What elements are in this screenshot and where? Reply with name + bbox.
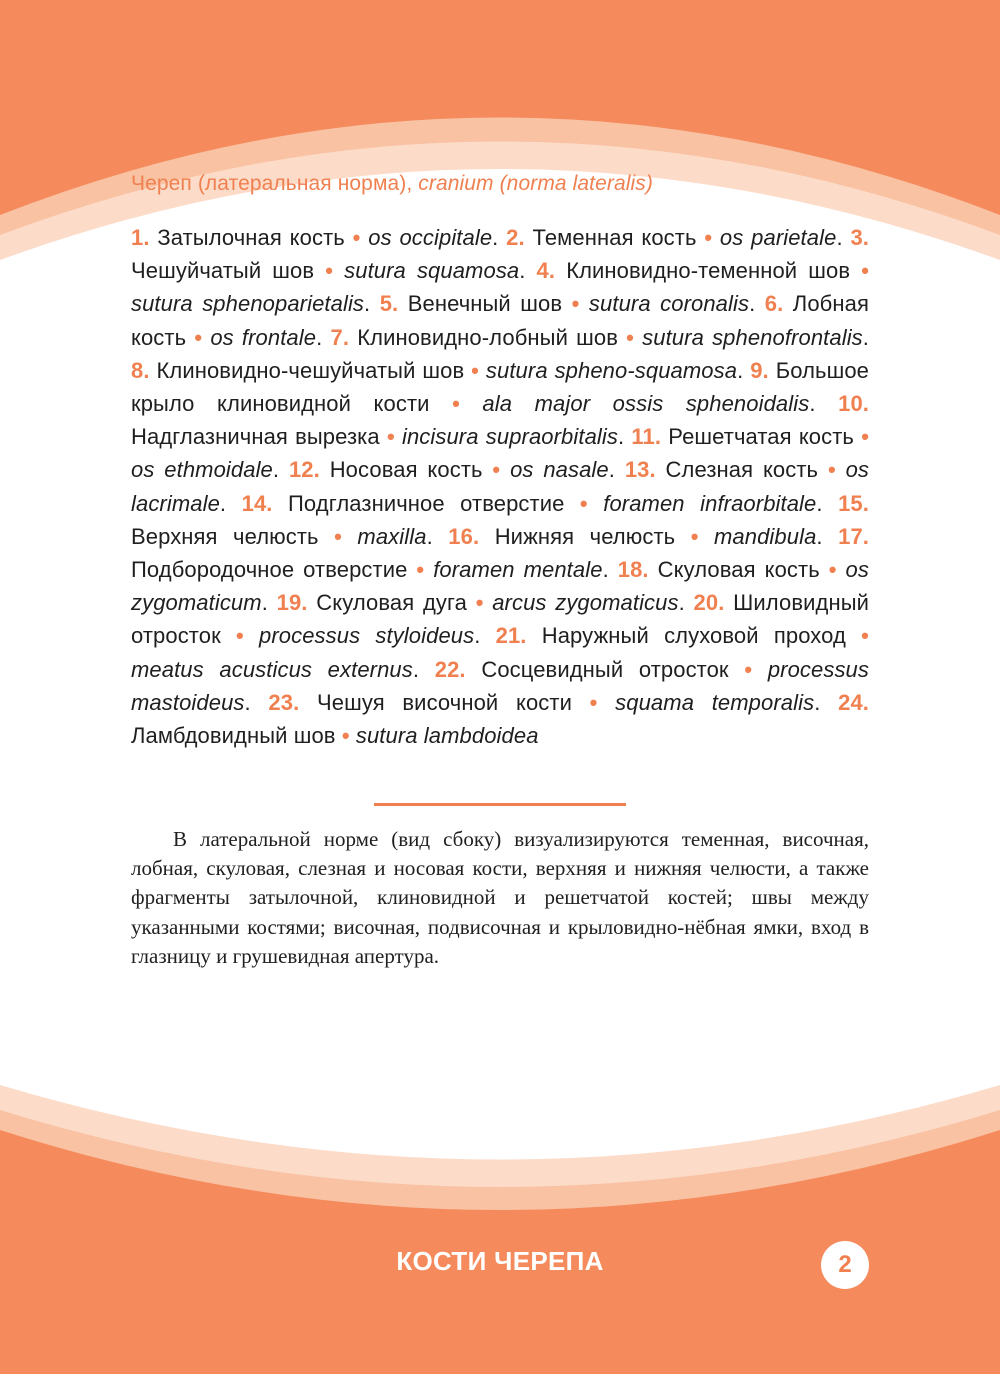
term-item: 4. Клиновидно-теменной шов • sutura sphenoparietalis. xyxy=(131,258,870,317)
term-number: 17. xyxy=(838,523,870,549)
term-latin: os nasale xyxy=(510,457,609,483)
term-russian: Подбородочное отверстие xyxy=(131,557,408,583)
term-bullet: • xyxy=(861,258,870,284)
term-bullet: • xyxy=(704,225,713,250)
term-number: 16. xyxy=(448,523,480,549)
term-russian: Нижняя челюсть xyxy=(494,523,676,549)
term-number: 3. xyxy=(850,225,869,250)
term-latin: incisura supraorbitalis xyxy=(401,424,618,450)
term-russian: Ламбдовидный шов xyxy=(131,723,336,749)
term-bullet: • xyxy=(334,523,342,549)
term-latin: ala major ossis sphenoidalis xyxy=(482,391,810,417)
term-number: 23. xyxy=(268,689,300,715)
term-number: 8. xyxy=(131,357,150,383)
term-bullet: • xyxy=(341,723,350,749)
term-russian: Наружный слуховой проход xyxy=(541,623,846,649)
term-russian: Клиновидно-теменной шов xyxy=(566,258,851,284)
section-divider xyxy=(374,803,626,806)
term-item: 12. Носовая кость • os nasale. xyxy=(288,457,625,483)
term-latin: os zygomaticum xyxy=(131,557,869,616)
term-bullet: • xyxy=(744,656,753,682)
term-latin: sutura squamosa xyxy=(344,258,520,284)
term-item: 23. Чешуя височной кости • squama temporalis. xyxy=(268,689,839,715)
term-latin: sutura sphenoparietalis xyxy=(131,291,365,317)
term-number: 15. xyxy=(838,490,869,516)
term-bullet: • xyxy=(416,557,425,583)
term-bullet: • xyxy=(861,424,869,450)
term-number: 5. xyxy=(379,291,399,317)
term-latin: foramen infraorbitale xyxy=(603,490,817,516)
term-number: 9. xyxy=(750,357,769,383)
term-bullet: • xyxy=(589,689,598,715)
term-russian: Венечный шов xyxy=(407,291,563,317)
term-number: 1. xyxy=(131,225,150,250)
term-item: 8. Клиновидно-чешуйчатый шов • sutura spheno-squamosa. xyxy=(131,357,751,383)
term-number: 7. xyxy=(330,324,350,350)
term-russian: Чешуйчатый шов xyxy=(131,258,315,284)
term-number: 4. xyxy=(536,258,556,284)
term-russian: Чешуя височной кости xyxy=(317,689,572,715)
term-item: 5. Венечный шов • sutura coronalis. xyxy=(379,291,765,317)
term-number: 22. xyxy=(434,656,466,682)
term-russian: Сосцевидный отросток xyxy=(481,656,729,682)
term-item: 14. Подглазничное отверстие • foramen infraorbitale. xyxy=(241,490,839,516)
term-russian: Подглазничное отверстие xyxy=(288,490,565,516)
term-item: 11. Решетчатая кость • os ethmoidale. xyxy=(131,424,869,483)
term-item: 21. Наружный слуховой проход • meatus acusticus externus. xyxy=(131,623,869,682)
page-number-badge xyxy=(821,1241,869,1289)
term-latin: squama temporalis xyxy=(615,689,815,715)
term-item: 22. Сосцевидный отросток • processus mastoideus. xyxy=(131,656,869,715)
term-bullet: • xyxy=(236,623,244,649)
term-number: 6. xyxy=(764,291,784,317)
term-latin: os parietale xyxy=(719,225,837,250)
term-latin: os frontale xyxy=(210,324,317,350)
term-latin: processus styloideus xyxy=(259,623,475,649)
term-item: 20. Шиловидный отросток • processus styloideus. xyxy=(131,590,869,649)
term-russian: Надглазничная вырезка xyxy=(131,424,380,450)
term-bullet: • xyxy=(452,391,460,417)
term-bullet: • xyxy=(475,590,484,616)
term-number: 13. xyxy=(624,457,656,483)
term-bullet: • xyxy=(194,324,203,350)
term-bullet: • xyxy=(571,291,580,317)
term-latin: foramen mentale xyxy=(433,557,603,583)
term-number: 14. xyxy=(241,490,273,516)
term-item: 3. Чешуйчатый шов • sutura squamosa. xyxy=(131,225,869,284)
term-item: 16. Нижняя челюсть • mandibula. xyxy=(448,523,839,549)
term-item: 13. Слезная кость • os lacrimale. xyxy=(131,457,870,516)
term-latin: mandibula xyxy=(714,523,817,549)
term-latin: sutura coronalis xyxy=(588,291,750,317)
term-item: 19. Скуловая дуга • arcus zygomaticus. xyxy=(276,590,694,616)
term-latin: sutura lambdoidea xyxy=(355,723,539,749)
term-number: 2. xyxy=(506,225,525,250)
term-latin: maxilla xyxy=(357,523,427,549)
term-russian: Решетчатая кость xyxy=(668,424,854,450)
term-number: 18. xyxy=(617,557,649,583)
term-russian: Клиновидно-лобный шов xyxy=(357,324,618,350)
term-item: 7. Клиновидно-лобный шов • sutura sphenofrontalis. xyxy=(330,324,869,350)
term-item: 15. Верхняя челюсть • maxilla. xyxy=(131,490,869,549)
term-russian: Затылочная кость xyxy=(157,225,345,250)
term-russian: Большое крыло клиновидной кости xyxy=(131,357,870,417)
term-item: 10. Надглазничная вырезка • incisura supraorbitalis. xyxy=(131,391,869,450)
term-item: 6. Лобная кость • os frontale. xyxy=(131,291,869,350)
terms-list xyxy=(131,221,869,752)
term-bullet: • xyxy=(626,324,634,350)
description-paragraph: В латеральной норме (вид сбоку) визуализируются теменная, височная, лобная, скуловая, слезная и носовая кости, верхняя и нижняя челюсти, а также фрагменты затылочной, клиновидной и решетчатой костей; швы между указанными костями; височная, подвисочная и крыловидно-нёбная ямки, вход в глазницу и грушевидная апертура. xyxy=(131,827,869,968)
term-number: 21. xyxy=(495,623,527,649)
term-latin: arcus zygomaticus xyxy=(492,590,679,616)
term-number: 11. xyxy=(631,424,662,450)
term-latin: sutura spheno-squamosa xyxy=(485,357,738,383)
term-russian: Скуловая кость xyxy=(657,557,820,583)
title-russian: Череп (латеральная норма), xyxy=(131,172,413,195)
term-bullet: • xyxy=(325,258,334,284)
term-number: 10. xyxy=(838,391,869,417)
term-latin: os lacrimale xyxy=(131,457,870,516)
term-latin: processus mastoideus xyxy=(131,656,869,715)
term-bullet: • xyxy=(828,557,837,583)
page-title xyxy=(131,172,871,196)
term-russian: Слезная кость xyxy=(665,457,819,483)
term-item: 2. Теменная кость • os parietale. xyxy=(506,225,851,250)
term-bullet: • xyxy=(579,490,588,516)
term-item: 9. Большое крыло клиновидной кости • ala major ossis sphenoidalis. xyxy=(131,357,870,417)
term-item: 1. Затылочная кость • os occipitale. xyxy=(131,225,507,250)
term-russian: Клиновидно-чешуйчатый шов xyxy=(156,357,465,383)
term-russian: Лобная кость xyxy=(131,291,869,350)
term-russian: Теменная кость xyxy=(532,225,697,250)
term-number: 24. xyxy=(838,689,869,715)
term-russian: Скуловая дуга xyxy=(316,590,467,616)
term-bullet: • xyxy=(386,424,395,450)
term-number: 12. xyxy=(288,457,320,483)
term-number: 19. xyxy=(276,590,308,616)
term-bullet: • xyxy=(492,457,501,483)
term-russian: Носовая кость xyxy=(329,457,483,483)
term-bullet: • xyxy=(690,523,699,549)
term-number: 20. xyxy=(693,590,725,616)
term-bullet: • xyxy=(827,457,836,483)
page-number: 2 xyxy=(838,1251,852,1278)
term-bullet: • xyxy=(352,225,361,250)
title-latin: cranium (norma lateralis) xyxy=(418,172,653,195)
footer-section-title: КОСТИ ЧЕРЕПА xyxy=(396,1246,604,1276)
term-latin: sutura sphenofrontalis xyxy=(642,324,863,350)
term-russian: Верхняя челюсть xyxy=(131,523,319,549)
term-latin: os ethmoidale xyxy=(131,457,273,483)
term-item: 17. Подбородочное отверстие • foramen mentale. xyxy=(131,523,870,583)
term-bullet: • xyxy=(861,623,869,649)
term-russian: Шиловидный отросток xyxy=(131,590,869,649)
term-bullet: • xyxy=(471,357,479,383)
term-latin: os occipitale xyxy=(368,225,493,250)
term-latin: meatus acusticus externus xyxy=(131,656,413,682)
term-item: 18. Скуловая кость • os zygomaticum. xyxy=(131,557,869,616)
